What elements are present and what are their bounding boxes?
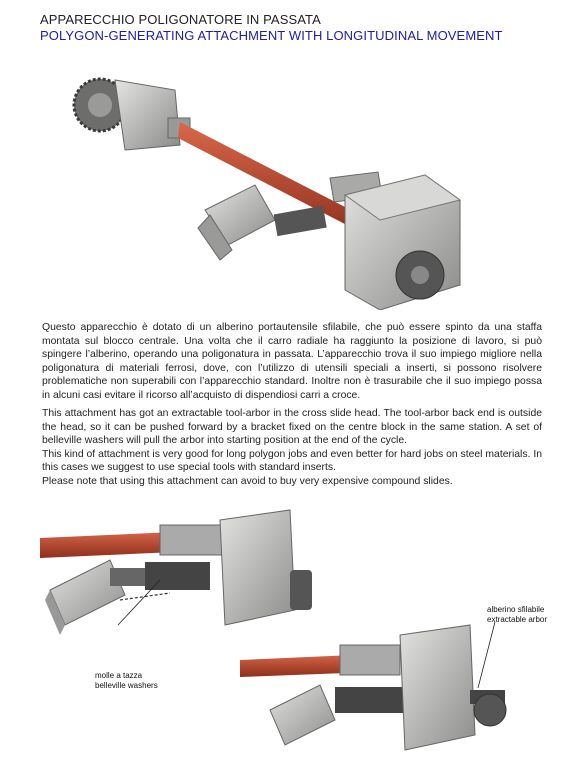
description-english <box>42 407 542 488</box>
label-washers-italian: molle a tazza <box>95 671 143 680</box>
page-title-english: POLYGON-GENERATING ATTACHMENT WITH LONGITUDINAL MOVEMENT <box>40 28 503 43</box>
page-title-italian: APPARECCHIO POLIGONATORE IN PASSATA <box>40 12 321 27</box>
label-belleville-washers <box>95 671 158 691</box>
description-english-paragraph-2: This kind of attachment is very good for long polygon jobs and even better for hard jobs on steel materials. In this cases we suggest to use special tools with standard inserts. <box>42 448 542 473</box>
description-english-paragraph-3: Please note that using this attachment can avoid to buy very expensive compound slides. <box>42 475 453 487</box>
label-washers-english: belleville washers <box>95 681 158 690</box>
description-italian: Questo apparecchio è dotato di un alberino portautensile sfilabile, che può essere spinto da una staffa montata sul blocco centrale. Una volta che il carro radiale ha raggiunto la posizione di lavoro, si può spingere l’alberino, operando una poligonatura in passata. L’apparecchio trova il suo impiego migliore nella poligonatura di materiali ferrosi, dove, con l’utilizzo di utensili speciali a inserti, si possono risolvere problematiche non superabili con l’apparecchio standard. Inoltre non è trasurabile che il suo impiego possa in alcuni casi evitare il ricorso all’acquisto di dispendiosi carri a croce. <box>42 322 542 401</box>
label-arbor-leader-line <box>470 620 500 690</box>
attachment-photo-top <box>60 60 490 310</box>
label-arbor-italian: alberino sfilabile <box>487 605 545 614</box>
label-arbor-english: extractable arbor <box>487 615 548 624</box>
description-english-paragraph-1: This attachment has got an extractable tool-arbor in the cross slide head. The tool-arbor back end is outside the head, so it can be pushed forward by a bracket fixed on the centre block in the same station. A set of belleville washers will pull the arbor into starting position at the end of the cycle. <box>42 408 542 446</box>
